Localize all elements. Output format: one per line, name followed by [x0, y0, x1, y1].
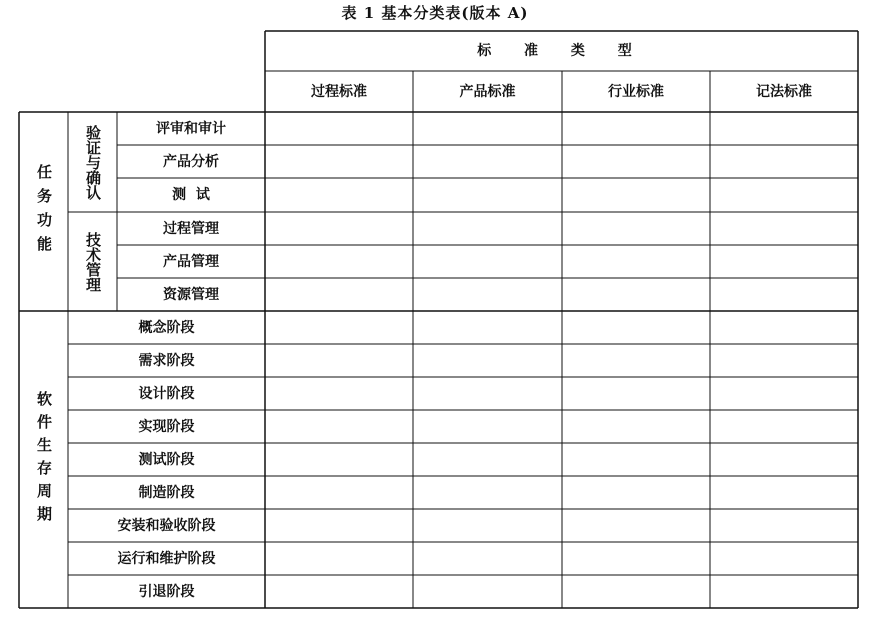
row-label-product-management: 产品管理: [163, 253, 219, 270]
column-header-process: 过程标准: [311, 83, 367, 100]
column-header-industry: 行业标准: [608, 83, 664, 100]
technical-management-label: 技术管理: [84, 231, 102, 292]
verification-validation-label: 验证与确认: [84, 124, 102, 200]
row-label-test-stage: 测试阶段: [138, 451, 195, 468]
lifecycle-label: 软件生存周期: [35, 390, 53, 529]
row-label-manufacturing-stage: 制造阶段: [138, 484, 195, 501]
column-header-product: 产品标准: [459, 83, 516, 100]
row-label-resource-management: 资源管理: [163, 286, 219, 303]
column-header-notation: 记法标准: [756, 83, 812, 100]
row-label-process-management: 过程管理: [163, 220, 219, 237]
task-function-label: 任务功能: [35, 163, 53, 260]
header-group-label: 标 准 类 型: [477, 43, 646, 59]
row-label-implementation-stage: 实现阶段: [138, 418, 195, 435]
row-label-retirement-stage: 引退阶段: [138, 583, 195, 600]
row-label-product-analysis: 产品分析: [163, 153, 219, 170]
row-label-operation-maintenance-stage: 运行和维护阶段: [117, 550, 216, 567]
row-label-testing: 测 试: [172, 187, 210, 203]
row-label-concept-stage: 概念阶段: [138, 319, 195, 336]
row-label-review-audit: 评审和审计: [156, 120, 226, 137]
row-label-installation-acceptance-stage: 安装和验收阶段: [117, 517, 216, 534]
row-label-requirements-stage: 需求阶段: [138, 352, 195, 369]
table-title: 表 1 基本分类表(版本 A): [341, 4, 529, 22]
row-label-design-stage: 设计阶段: [138, 385, 195, 402]
